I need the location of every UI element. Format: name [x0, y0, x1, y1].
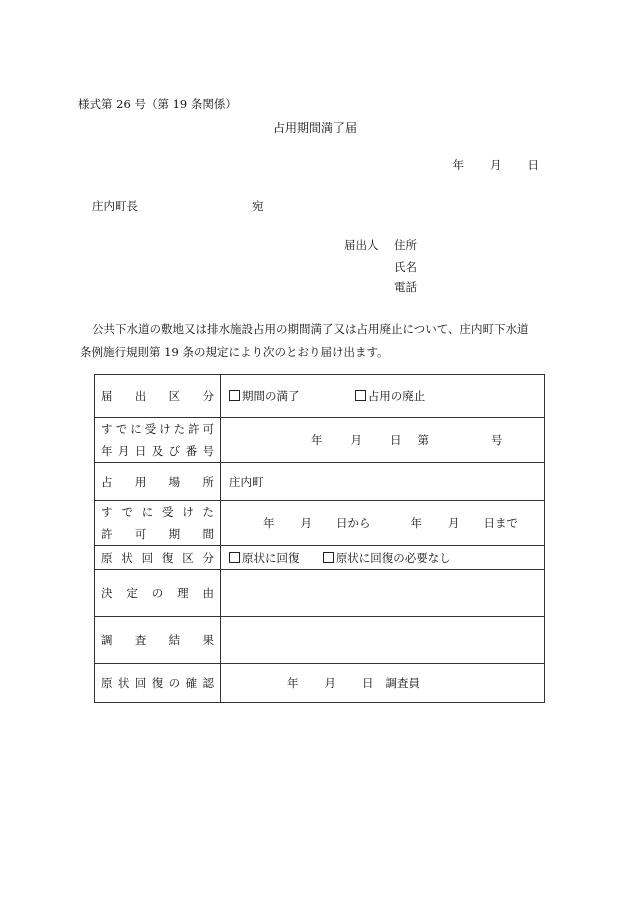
- date-year-label: 年: [452, 158, 464, 172]
- applicant-name-label: 氏名: [394, 260, 417, 274]
- checkbox-icon[interactable]: [323, 552, 334, 563]
- table-row-permit-date-number: [95, 418, 545, 463]
- addressee-suffix: 宛: [252, 199, 264, 213]
- option-term-expired-label: 期間の満了: [242, 389, 300, 403]
- notification-type-cell: [221, 375, 545, 418]
- confirm-month-label: 月: [324, 676, 336, 690]
- applicant-phone-label: 電話: [394, 280, 417, 294]
- submission-date: [453, 157, 540, 173]
- permit-period-cell[interactable]: [221, 501, 545, 546]
- occupancy-location-value[interactable]: 庄内町: [221, 463, 545, 501]
- form-table: [94, 374, 545, 703]
- period-start-month-label: 月: [300, 516, 312, 530]
- row-label-line-2: 年月日及び番号: [101, 444, 214, 458]
- option-occupancy-abolished-label: 占用の廃止: [367, 389, 426, 403]
- row-label-permit-date-number: [95, 418, 221, 463]
- permit-day-label: 日: [390, 433, 402, 447]
- option-restore-label: 原状に回復: [242, 550, 300, 565]
- row-label-line-2: 許可期間: [101, 527, 214, 541]
- table-row-permit-period: [95, 501, 545, 546]
- date-day-label: 日: [527, 158, 539, 172]
- option-no-restore-needed-label: 原状に回復の必要なし: [335, 550, 451, 565]
- body-text: [80, 318, 560, 364]
- table-row-restoration-confirmation: [95, 664, 545, 703]
- checkbox-icon[interactable]: [229, 552, 240, 563]
- permit-number-prefix: 第: [417, 433, 429, 447]
- period-start-day-label: 日から: [336, 516, 371, 530]
- option-no-restore-needed[interactable]: [323, 550, 451, 566]
- document-title: 占用期間満了届: [272, 121, 357, 135]
- applicant-address-label: 住所: [394, 238, 417, 252]
- row-label-occupancy-location: 占用場所: [95, 463, 221, 501]
- table-row-occupancy-location: [95, 463, 545, 501]
- checkbox-icon[interactable]: [229, 390, 240, 401]
- confirm-day-label: 日: [362, 676, 374, 690]
- table-row-notification-type: [95, 375, 545, 418]
- row-label-notification-type: 届出区分: [95, 375, 221, 418]
- option-term-expired[interactable]: [229, 388, 300, 404]
- row-label-investigation-result: 調査結果: [95, 617, 221, 664]
- permit-date-number-cell[interactable]: [221, 418, 545, 463]
- decision-reason-value[interactable]: [221, 570, 545, 617]
- addressee-name: 庄内町長: [92, 199, 138, 213]
- table-row-restoration-type: [95, 546, 545, 570]
- checkbox-icon[interactable]: [355, 390, 366, 401]
- option-occupancy-abolished[interactable]: [355, 388, 426, 404]
- period-end-month-label: 月: [448, 516, 460, 530]
- date-month-label: 月: [490, 158, 502, 172]
- row-label-decision-reason: 決定の理由: [95, 570, 221, 617]
- confirm-year-label: 年: [287, 676, 299, 690]
- option-restore[interactable]: [229, 550, 300, 566]
- period-start-year-label: 年: [263, 516, 275, 530]
- row-label-permit-period: [95, 501, 221, 546]
- row-label-restoration-confirmation: 原状回復の確認: [95, 664, 221, 703]
- row-label-restoration-type: 原状回復区分: [95, 546, 221, 570]
- period-end-year-label: 年: [410, 516, 422, 530]
- restoration-type-cell: [221, 546, 545, 570]
- applicant-label: 届出人: [344, 238, 379, 252]
- restoration-confirmation-cell[interactable]: [221, 664, 545, 703]
- form-number: 様式第 26 号（第 19 条関係）: [78, 97, 237, 111]
- permit-number-suffix: 号: [491, 433, 503, 447]
- period-end-day-label: 日まで: [483, 516, 518, 530]
- body-line-2: 条例施行規則第 19 条の規定により次のとおり届け出ます。: [80, 345, 389, 359]
- table-row-decision-reason: [95, 570, 545, 617]
- permit-year-label: 年: [311, 433, 323, 447]
- investigation-result-value[interactable]: [221, 617, 545, 664]
- permit-month-label: 月: [350, 433, 362, 447]
- table-row-investigation-result: [95, 617, 545, 664]
- body-line-1: 公共下水道の敷地又は排水施設占用の期間満了又は占用廃止について、庄内町下水道: [92, 322, 529, 336]
- row-label-line-1: すでに受けた: [101, 505, 214, 519]
- inspector-label: 調査員: [385, 676, 420, 690]
- row-label-line-1: すでに受けた許可: [101, 422, 214, 436]
